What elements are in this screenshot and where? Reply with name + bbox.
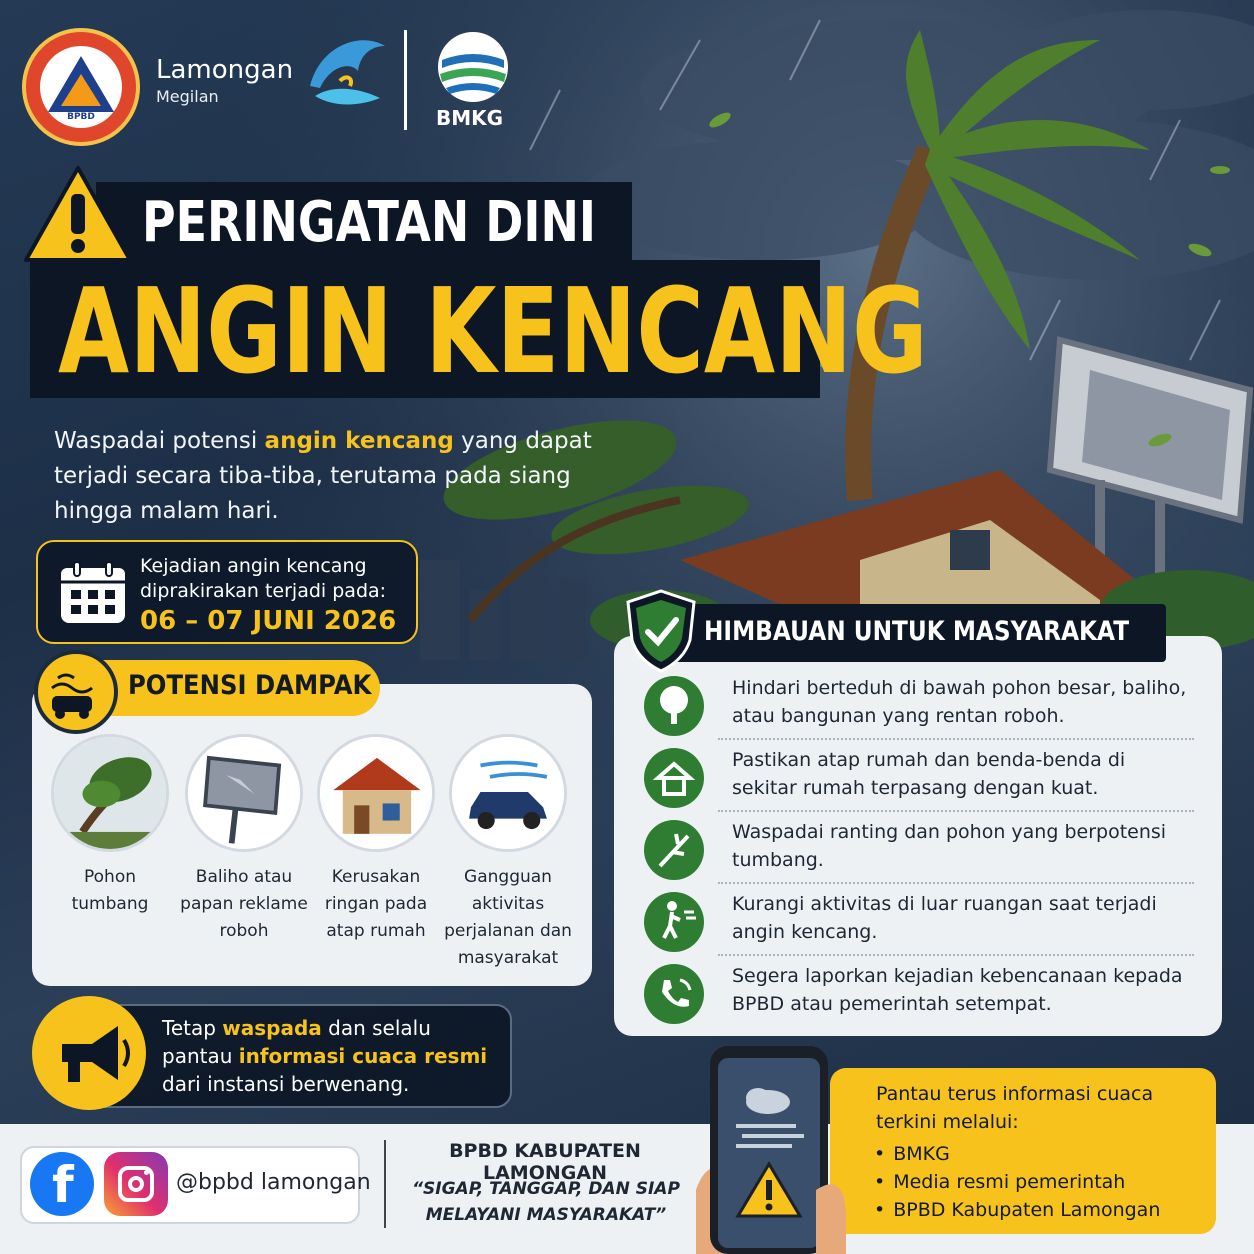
alert-part1: Tetap: [162, 1016, 223, 1040]
intro-highlight: angin kencang: [264, 428, 454, 454]
info-source-item: • BPBD Kabupaten Lamongan: [874, 1196, 1160, 1224]
intro-after: yang dapat terjadi secara tiba-tiba, terutama pada siang hingga malam hari.: [54, 428, 592, 524]
facebook-icon[interactable]: [30, 1152, 94, 1216]
smartphone-icon: [696, 1040, 846, 1254]
impact-heading: POTENSI DAMPAK: [128, 670, 372, 701]
facebook-glyph: f: [52, 1156, 74, 1214]
title-line2: ANGIN KENCANG: [58, 262, 928, 400]
stay-alert-text: [162, 1014, 502, 1098]
lamongan-sub: Megilan: [156, 87, 219, 106]
impact-label: Kerusakan ringan pada atap rumah: [324, 867, 428, 941]
bpbd-logo: [22, 28, 140, 146]
alert-part3: dari instansi berwenang.: [162, 1072, 410, 1096]
house-roof-icon: [317, 734, 435, 852]
advice-item: [640, 672, 1200, 744]
advice-divider: [718, 954, 1194, 956]
info-title: Pantau terus informasi cuaca terkini melalui:: [876, 1083, 1154, 1133]
intro-before: Waspadai potensi: [54, 428, 265, 454]
date-label: Kejadian angin kencang diprakirakan terjadi pada:: [140, 555, 387, 602]
advice-divider: [718, 810, 1194, 812]
impact-label: Pohon tumbang: [71, 867, 149, 914]
info-source-item: • BMKG: [874, 1140, 1160, 1168]
tree-icon: [644, 676, 704, 736]
info-sources-list: [874, 1140, 1160, 1224]
bpbd-logo-text: BPBD: [67, 112, 95, 122]
impact-item: [442, 734, 574, 972]
organization-name: BPBD KABUPATEN LAMONGAN: [449, 1140, 641, 1184]
advice-item: [640, 816, 1200, 888]
forecast-date-box: [36, 540, 418, 644]
date-value: 06 – 07 JUNI 2026: [140, 606, 397, 636]
fallen-tree-icon: [51, 734, 169, 852]
instagram-icon[interactable]: [104, 1152, 168, 1216]
phone-call-icon: [644, 964, 704, 1024]
billboard-icon: [185, 734, 303, 852]
advice-text: Segera laporkan kejadian kebencanaan kepada BPBD atau pemerintah setempat.: [732, 965, 1183, 1015]
car-wind-badge-icon: [34, 650, 118, 734]
impact-label: Gangguan aktivitas perjalanan dan masyarakat: [444, 867, 572, 968]
car-wind-icon: [449, 734, 567, 852]
alert-highlight1: waspada: [222, 1016, 322, 1040]
footer-divider: [384, 1140, 386, 1228]
dolphin-icon: [300, 26, 392, 112]
title-line1: PERINGATAN DINI: [142, 190, 596, 255]
advice-heading: HIMBAUAN UNTUK MASYARAKAT: [704, 616, 1130, 647]
advice-text: Hindari berteduh di bawah pohon besar, baliho, atau bangunan yang rentan roboh.: [732, 677, 1187, 727]
header-divider: [404, 30, 407, 130]
slogan: “SIGAP, TANGGAP, DAN SIAP MELAYANI MASYARAKAT”: [412, 1179, 680, 1225]
home-icon: [644, 748, 704, 808]
advice-item: [640, 960, 1200, 1032]
advice-item: [640, 888, 1200, 960]
warning-triangle-icon: [22, 164, 134, 264]
intro-text: [54, 424, 614, 529]
impact-label: Baliho atau papan reklame roboh: [180, 867, 308, 941]
advice-item: [640, 744, 1200, 816]
impact-item: [44, 734, 176, 918]
impact-item: [178, 734, 310, 945]
alert-part2: dan selalu pantau: [162, 1016, 431, 1068]
shield-check-icon: [624, 588, 698, 674]
lamongan-name: Lamongan: [156, 55, 294, 85]
advice-text: Pastikan atap rumah dan benda-benda di sekitar rumah terpasang dengan kuat.: [732, 749, 1126, 799]
info-source-item: • Media resmi pemerintah: [874, 1168, 1160, 1196]
alert-highlight2: informasi cuaca resmi: [238, 1044, 488, 1068]
megaphone-icon: [32, 996, 146, 1110]
calendar-icon: [58, 560, 128, 626]
bmkg-label: BMKG: [436, 106, 504, 130]
branch-icon: [644, 820, 704, 880]
advice-text: Waspadai ranting dan pohon yang berpotensi tumbang.: [732, 821, 1167, 871]
lamongan-megilan-logo: [156, 55, 293, 106]
advice-divider: [718, 738, 1194, 740]
advice-text: Kurangi aktivitas di luar ruangan saat terjadi angin kencang.: [732, 893, 1157, 943]
social-handle[interactable]: @bpbd lamongan: [176, 1170, 371, 1195]
impact-item: [310, 734, 442, 945]
advice-divider: [718, 882, 1194, 884]
bmkg-globe-icon: [432, 30, 514, 104]
walking-wind-icon: [644, 892, 704, 952]
